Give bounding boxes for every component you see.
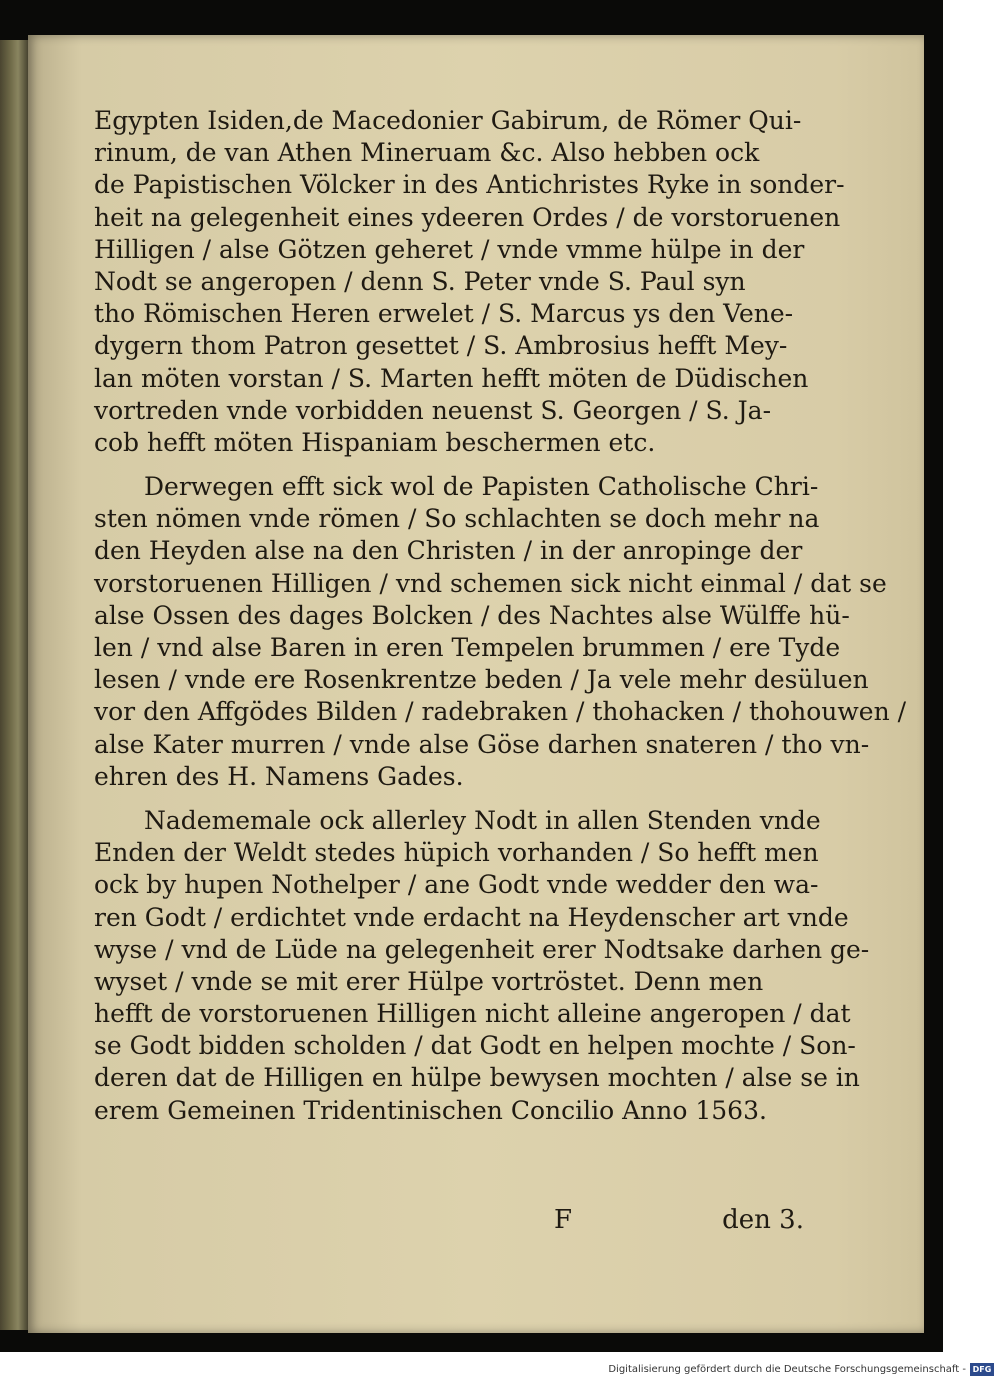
signature-mark: F [554, 1205, 573, 1235]
text-line: wyse / vnd de Lüde na gelegenheit erer Nodtsake darhen ge- [94, 934, 870, 964]
book-page [28, 35, 924, 1333]
text-line: sten nömen vnde römen / So schlachten se doch mehr na [94, 504, 820, 534]
text-line: Nodt se angeropen / denn S. Peter vnde S. Paul syn [94, 266, 746, 296]
paragraph-gap [94, 793, 814, 805]
page-text [94, 105, 907, 1127]
text-line: alse Ossen des dages Bolcken / des Nachtes alse Wülffe hü- [94, 600, 850, 630]
text-line: Egypten Isiden,de Macedonier Gabirum, de Römer Qui- [94, 106, 802, 135]
text-line: se Godt bidden scholden / dat Godt en helpen mochte / Son- [94, 1031, 856, 1061]
text-line: Hilligen / alse Götzen geheret / vnde vmme hülpe in der [94, 234, 805, 264]
text-line: wyset / vnde se mit erer Hülpe vortröstet. Denn men [94, 966, 764, 996]
text-line: tho Römischen Heren erwelet / S. Marcus ys den Vene- [94, 299, 794, 329]
digitization-credit: Digitalisierung gefördert durch die Deutsche Forschungsgemeinschaft - [608, 1364, 966, 1375]
catchword: den 3. [722, 1205, 804, 1235]
text-line: vortreden vnde vorbidden neuenst S. Georgen / S. Ja- [94, 395, 772, 425]
paragraph-gap [94, 459, 814, 471]
text-line: erem Gemeinen Tridentinischen Concilio Anno 1563. [94, 1095, 767, 1125]
text-line: de Papistischen Völcker in des Antichristes Ryke in sonder- [94, 170, 845, 200]
text-line: lesen / vnde ere Rosenkrentze beden / Ja vele mehr desüluen [94, 665, 869, 695]
text-line: Enden der Weldt stedes hüpich vorhanden / So hefft men [94, 838, 819, 868]
text-line: den Heyden alse na den Christen / in der anropinge der [94, 536, 803, 566]
dfg-logo: DFG [970, 1363, 994, 1376]
text-line: deren dat de Hilligen en hülpe bewysen mochten / alse se in [94, 1063, 860, 1093]
text-line: ehren des H. Namens Gades. [94, 761, 464, 791]
text-line: ock by hupen Nothelper / ane Godt vnde wedder den wa- [94, 870, 819, 900]
text-line: alse Kater murren / vnde alse Göse darhen snateren / tho vn- [94, 729, 870, 759]
page-footer [94, 1205, 814, 1237]
text-line: len / vnd alse Baren in eren Tempelen brummen / ere Tyde [94, 633, 841, 662]
text-line: cob hefft möten Hispaniam beschermen etc. [94, 427, 656, 457]
text-line: ren Godt / erdichtet vnde erdacht na Heydenscher art vnde [94, 902, 849, 932]
text-line: rinum, de van Athen Mineruam &c. Also hebben ock [94, 138, 760, 168]
text-line: vor den Affgödes Bilden / radebraken / thohacken / thohouwen / [94, 697, 907, 727]
text-line: Derwegen efft sick wol de Papisten Catholische Chri- [144, 472, 819, 502]
text-line: vorstoruenen Hilligen / vnd schemen sick nicht einmal / dat se [94, 568, 887, 598]
text-line: dygern thom Patron gesettet / S. Ambrosius hefft Mey- [94, 331, 788, 361]
text-line: hefft de vorstoruenen Hilligen nicht alleine angeropen / dat [94, 999, 851, 1029]
text-line: heit na gelegenheit eines ydeeren Ordes / de vorstoruenen [94, 202, 841, 232]
book-spine-edge [0, 40, 30, 1330]
text-line: Nadememale ock allerley Nodt in allen Stenden vnde [144, 805, 821, 835]
text-line: lan möten vorstan / S. Marten hefft möten de Düdischen [94, 363, 809, 393]
